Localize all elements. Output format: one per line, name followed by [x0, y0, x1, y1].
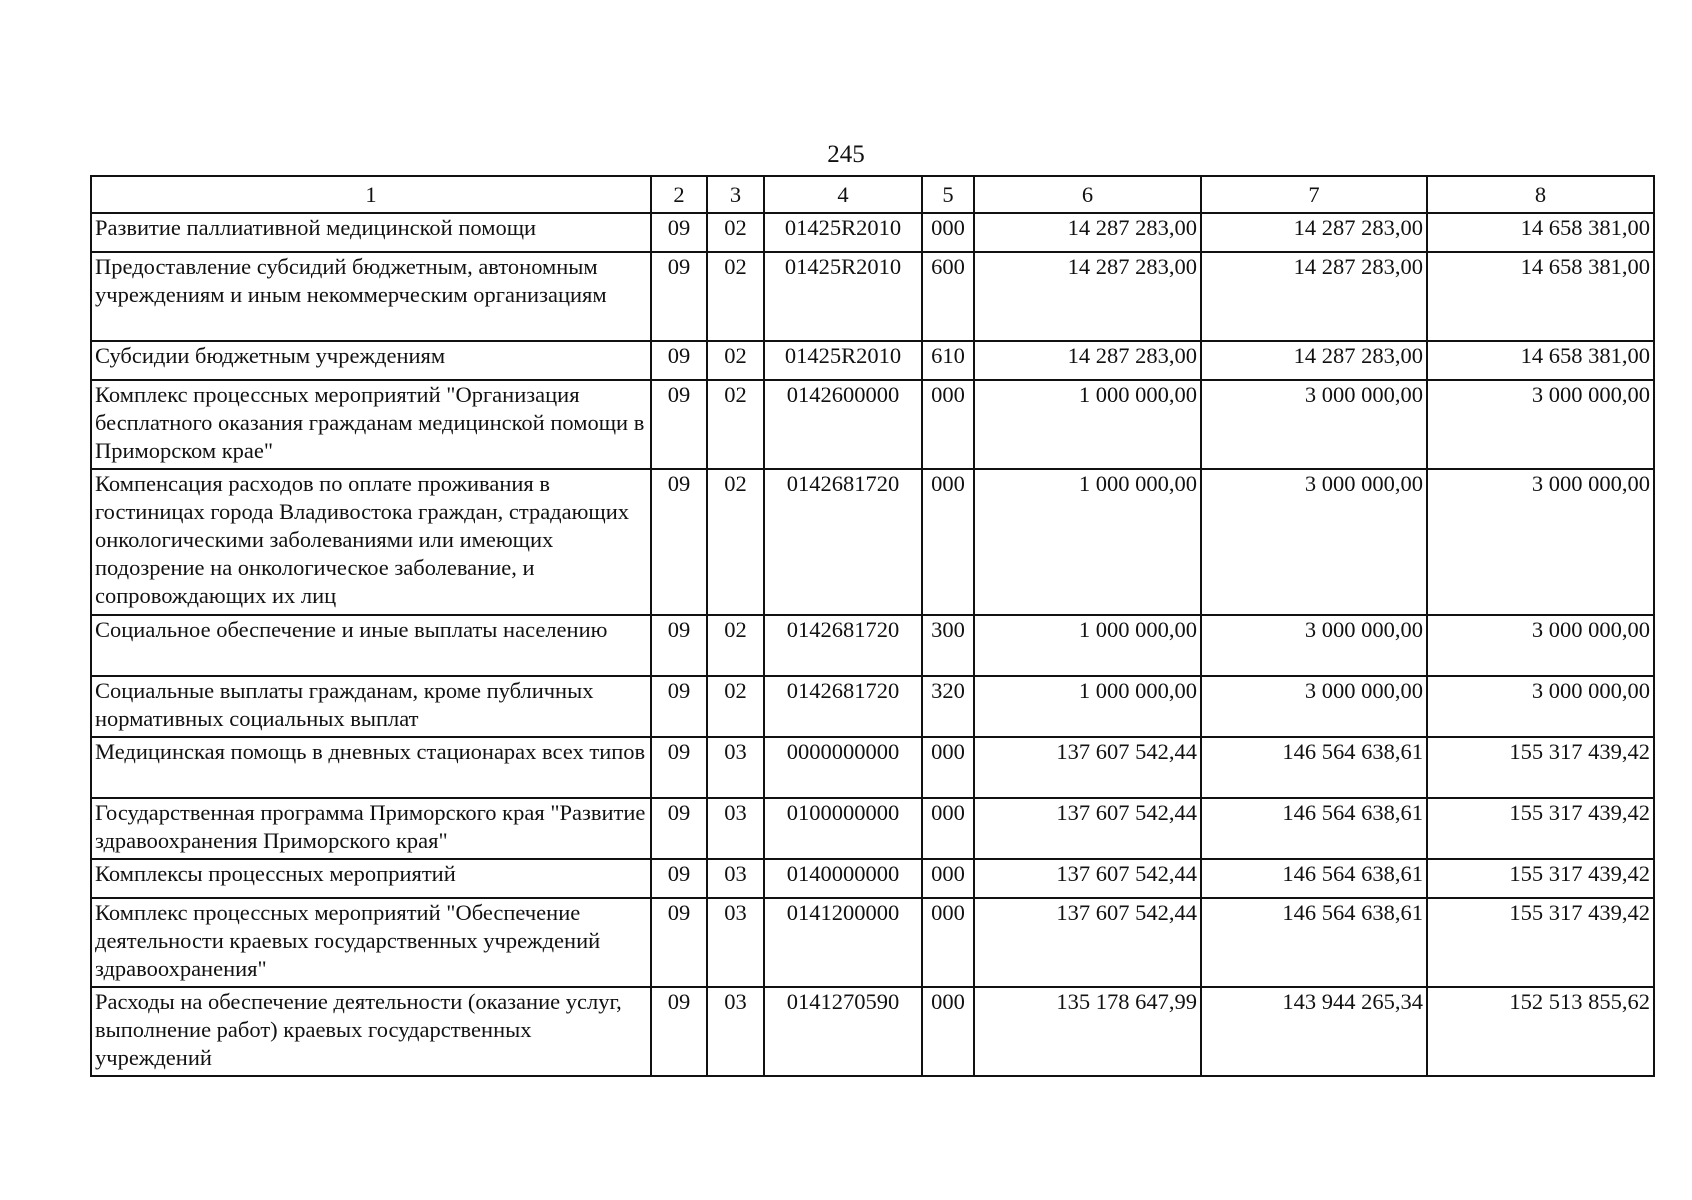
expense-type-code: 600 — [922, 252, 974, 341]
amount-col-6: 137 607 542,44 — [974, 898, 1201, 987]
amount-col-8: 3 000 000,00 — [1427, 676, 1654, 737]
amount-col-6: 137 607 542,44 — [974, 737, 1201, 798]
section-code: 09 — [651, 469, 707, 615]
table-row — [91, 341, 1654, 380]
expense-type-code: 000 — [922, 469, 974, 615]
expense-type-code: 000 — [922, 987, 974, 1076]
row-name: Компенсация расходов по оплате проживания в гостиницах города Владивостока граждан, страдающих онкологическими заболеваниями или имеющих подозрение на онкологическое заболевание, и сопровождающих их лиц — [91, 469, 651, 615]
row-name: Комплекс процессных мероприятий "Обеспечение деятельности краевых государственных учреждений здравоохранения" — [91, 898, 651, 987]
section-code: 09 — [651, 380, 707, 469]
row-name: Развитие паллиативной медицинской помощи — [91, 213, 651, 252]
target-article-code: 01425R2010 — [764, 213, 922, 252]
row-name: Государственная программа Приморского края "Развитие здравоохранения Приморского края" — [91, 798, 651, 859]
row-name: Комплексы процессных мероприятий — [91, 859, 651, 898]
target-article-code: 0142600000 — [764, 380, 922, 469]
amount-col-8: 3 000 000,00 — [1427, 380, 1654, 469]
table-row — [91, 737, 1654, 798]
subsection-code: 03 — [707, 798, 764, 859]
expense-type-code: 300 — [922, 615, 974, 676]
amount-col-7: 146 564 638,61 — [1201, 898, 1427, 987]
subsection-code: 03 — [707, 859, 764, 898]
expense-type-code: 610 — [922, 341, 974, 380]
section-code: 09 — [651, 898, 707, 987]
section-code: 09 — [651, 859, 707, 898]
section-code: 09 — [651, 252, 707, 341]
table-row — [91, 469, 1654, 615]
amount-col-6: 14 287 283,00 — [974, 213, 1201, 252]
table-row — [91, 213, 1654, 252]
amount-col-6: 1 000 000,00 — [974, 615, 1201, 676]
section-code: 09 — [651, 987, 707, 1076]
target-article-code: 01425R2010 — [764, 341, 922, 380]
subsection-code: 02 — [707, 341, 764, 380]
target-article-code: 0100000000 — [764, 798, 922, 859]
amount-col-6: 1 000 000,00 — [974, 380, 1201, 469]
table-row — [91, 380, 1654, 469]
column-header: 1 — [91, 176, 651, 213]
amount-col-7: 14 287 283,00 — [1201, 341, 1427, 380]
subsection-code: 02 — [707, 469, 764, 615]
section-code: 09 — [651, 737, 707, 798]
subsection-code: 03 — [707, 898, 764, 987]
amount-col-6: 1 000 000,00 — [974, 676, 1201, 737]
expense-type-code: 320 — [922, 676, 974, 737]
amount-col-8: 3 000 000,00 — [1427, 469, 1654, 615]
amount-col-6: 14 287 283,00 — [974, 252, 1201, 341]
subsection-code: 02 — [707, 676, 764, 737]
budget-table — [90, 175, 1655, 1077]
row-name: Социальное обеспечение и иные выплаты населению — [91, 615, 651, 676]
row-name: Субсидии бюджетным учреждениям — [91, 341, 651, 380]
section-code: 09 — [651, 213, 707, 252]
column-header: 6 — [974, 176, 1201, 213]
amount-col-8: 3 000 000,00 — [1427, 615, 1654, 676]
table-row — [91, 987, 1654, 1076]
target-article-code: 0142681720 — [764, 676, 922, 737]
column-header: 7 — [1201, 176, 1427, 213]
column-header: 2 — [651, 176, 707, 213]
subsection-code: 03 — [707, 987, 764, 1076]
header-row — [91, 176, 1654, 213]
amount-col-8: 155 317 439,42 — [1427, 798, 1654, 859]
table-row — [91, 798, 1654, 859]
section-code: 09 — [651, 615, 707, 676]
table-row — [91, 615, 1654, 676]
amount-col-7: 14 287 283,00 — [1201, 213, 1427, 252]
subsection-code: 02 — [707, 615, 764, 676]
amount-col-8: 152 513 855,62 — [1427, 987, 1654, 1076]
amount-col-6: 137 607 542,44 — [974, 798, 1201, 859]
target-article-code: 01425R2010 — [764, 252, 922, 341]
section-code: 09 — [651, 798, 707, 859]
subsection-code: 02 — [707, 213, 764, 252]
amount-col-8: 14 658 381,00 — [1427, 341, 1654, 380]
amount-col-7: 3 000 000,00 — [1201, 469, 1427, 615]
row-name: Расходы на обеспечение деятельности (оказание услуг, выполнение работ) краевых государственных учреждений — [91, 987, 651, 1076]
amount-col-8: 14 658 381,00 — [1427, 213, 1654, 252]
expense-type-code: 000 — [922, 798, 974, 859]
amount-col-7: 14 287 283,00 — [1201, 252, 1427, 341]
page-number: 245 — [827, 141, 865, 168]
table-row — [91, 859, 1654, 898]
section-code: 09 — [651, 341, 707, 380]
expense-type-code: 000 — [922, 898, 974, 987]
column-header: 3 — [707, 176, 764, 213]
amount-col-7: 146 564 638,61 — [1201, 737, 1427, 798]
table-row — [91, 252, 1654, 341]
amount-col-8: 155 317 439,42 — [1427, 859, 1654, 898]
amount-col-7: 146 564 638,61 — [1201, 798, 1427, 859]
amount-col-8: 155 317 439,42 — [1427, 737, 1654, 798]
amount-col-6: 137 607 542,44 — [974, 859, 1201, 898]
target-article-code: 0142681720 — [764, 615, 922, 676]
amount-col-7: 3 000 000,00 — [1201, 380, 1427, 469]
amount-col-7: 3 000 000,00 — [1201, 676, 1427, 737]
amount-col-6: 135 178 647,99 — [974, 987, 1201, 1076]
column-header: 8 — [1427, 176, 1654, 213]
expense-type-code: 000 — [922, 859, 974, 898]
subsection-code: 03 — [707, 737, 764, 798]
target-article-code: 0140000000 — [764, 859, 922, 898]
amount-col-6: 14 287 283,00 — [974, 341, 1201, 380]
row-name: Медицинская помощь в дневных стационарах всех типов — [91, 737, 651, 798]
subsection-code: 02 — [707, 380, 764, 469]
expense-type-code: 000 — [922, 737, 974, 798]
target-article-code: 0141200000 — [764, 898, 922, 987]
amount-col-7: 3 000 000,00 — [1201, 615, 1427, 676]
target-article-code: 0142681720 — [764, 469, 922, 615]
amount-col-6: 1 000 000,00 — [974, 469, 1201, 615]
amount-col-8: 14 658 381,00 — [1427, 252, 1654, 341]
column-header: 4 — [764, 176, 922, 213]
row-name: Комплекс процессных мероприятий "Организация бесплатного оказания гражданам медицинской помощи в Приморском крае" — [91, 380, 651, 469]
amount-col-7: 146 564 638,61 — [1201, 859, 1427, 898]
expense-type-code: 000 — [922, 213, 974, 252]
row-name: Социальные выплаты гражданам, кроме публичных нормативных социальных выплат — [91, 676, 651, 737]
table-row — [91, 898, 1654, 987]
target-article-code: 0141270590 — [764, 987, 922, 1076]
expense-type-code: 000 — [922, 380, 974, 469]
target-article-code: 0000000000 — [764, 737, 922, 798]
column-header: 5 — [922, 176, 974, 213]
row-name: Предоставление субсидий бюджетным, автономным учреждениям и иным некоммерческим организациям — [91, 252, 651, 341]
amount-col-8: 155 317 439,42 — [1427, 898, 1654, 987]
amount-col-7: 143 944 265,34 — [1201, 987, 1427, 1076]
subsection-code: 02 — [707, 252, 764, 341]
section-code: 09 — [651, 676, 707, 737]
table-row — [91, 676, 1654, 737]
